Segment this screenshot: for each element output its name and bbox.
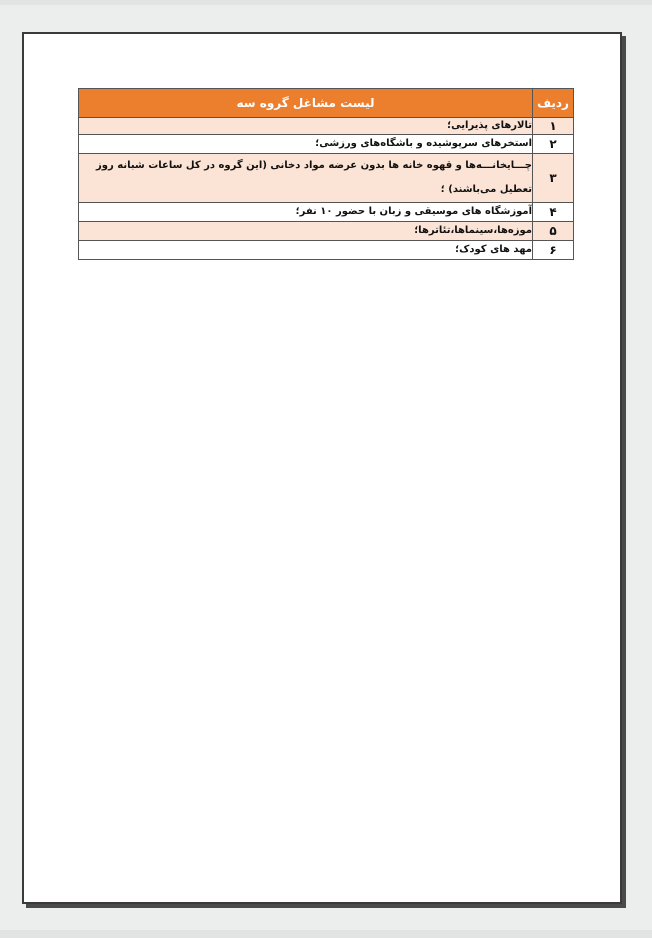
row-number: ۱ xyxy=(533,118,574,135)
table-header-row xyxy=(79,89,574,118)
row-text: استخرهای سرپوشیده و باشگاه‌های ورزشی؛ xyxy=(79,135,533,154)
document-page xyxy=(22,32,622,904)
row-number: ۳ xyxy=(533,154,574,203)
table-row xyxy=(79,241,574,260)
row-text: مهد های کودک؛ xyxy=(79,241,533,260)
jobs-table xyxy=(78,88,574,260)
row-number: ۴ xyxy=(533,203,574,222)
row-number: ۶ xyxy=(533,241,574,260)
table-row xyxy=(79,118,574,135)
table-title-header: لیست مشاغل گروه سه xyxy=(79,89,533,118)
table-row xyxy=(79,135,574,154)
row-number: ۲ xyxy=(533,135,574,154)
row-text: چـــایخانـــه‌ها و قهوه خانه ها بدون عرضه مواد دخانی (این گروه در کل ساعات شبانه روز تعطیل می‌باشند) ؛ xyxy=(79,154,533,203)
row-text: آموزشگاه های موسیقی و زبان با حضور ۱۰ نفر؛ xyxy=(79,203,533,222)
bottom-bar xyxy=(0,930,652,938)
row-text: تالارهای پذیرایی؛ xyxy=(79,118,533,135)
row-number-header: ردیف xyxy=(533,89,574,118)
table-row xyxy=(79,203,574,222)
table-row xyxy=(79,222,574,241)
row-text: موزه‌ها،سینماها،تئاترها؛ xyxy=(79,222,533,241)
row-number: ۵ xyxy=(533,222,574,241)
top-bar xyxy=(0,0,652,5)
table-row xyxy=(79,154,574,203)
